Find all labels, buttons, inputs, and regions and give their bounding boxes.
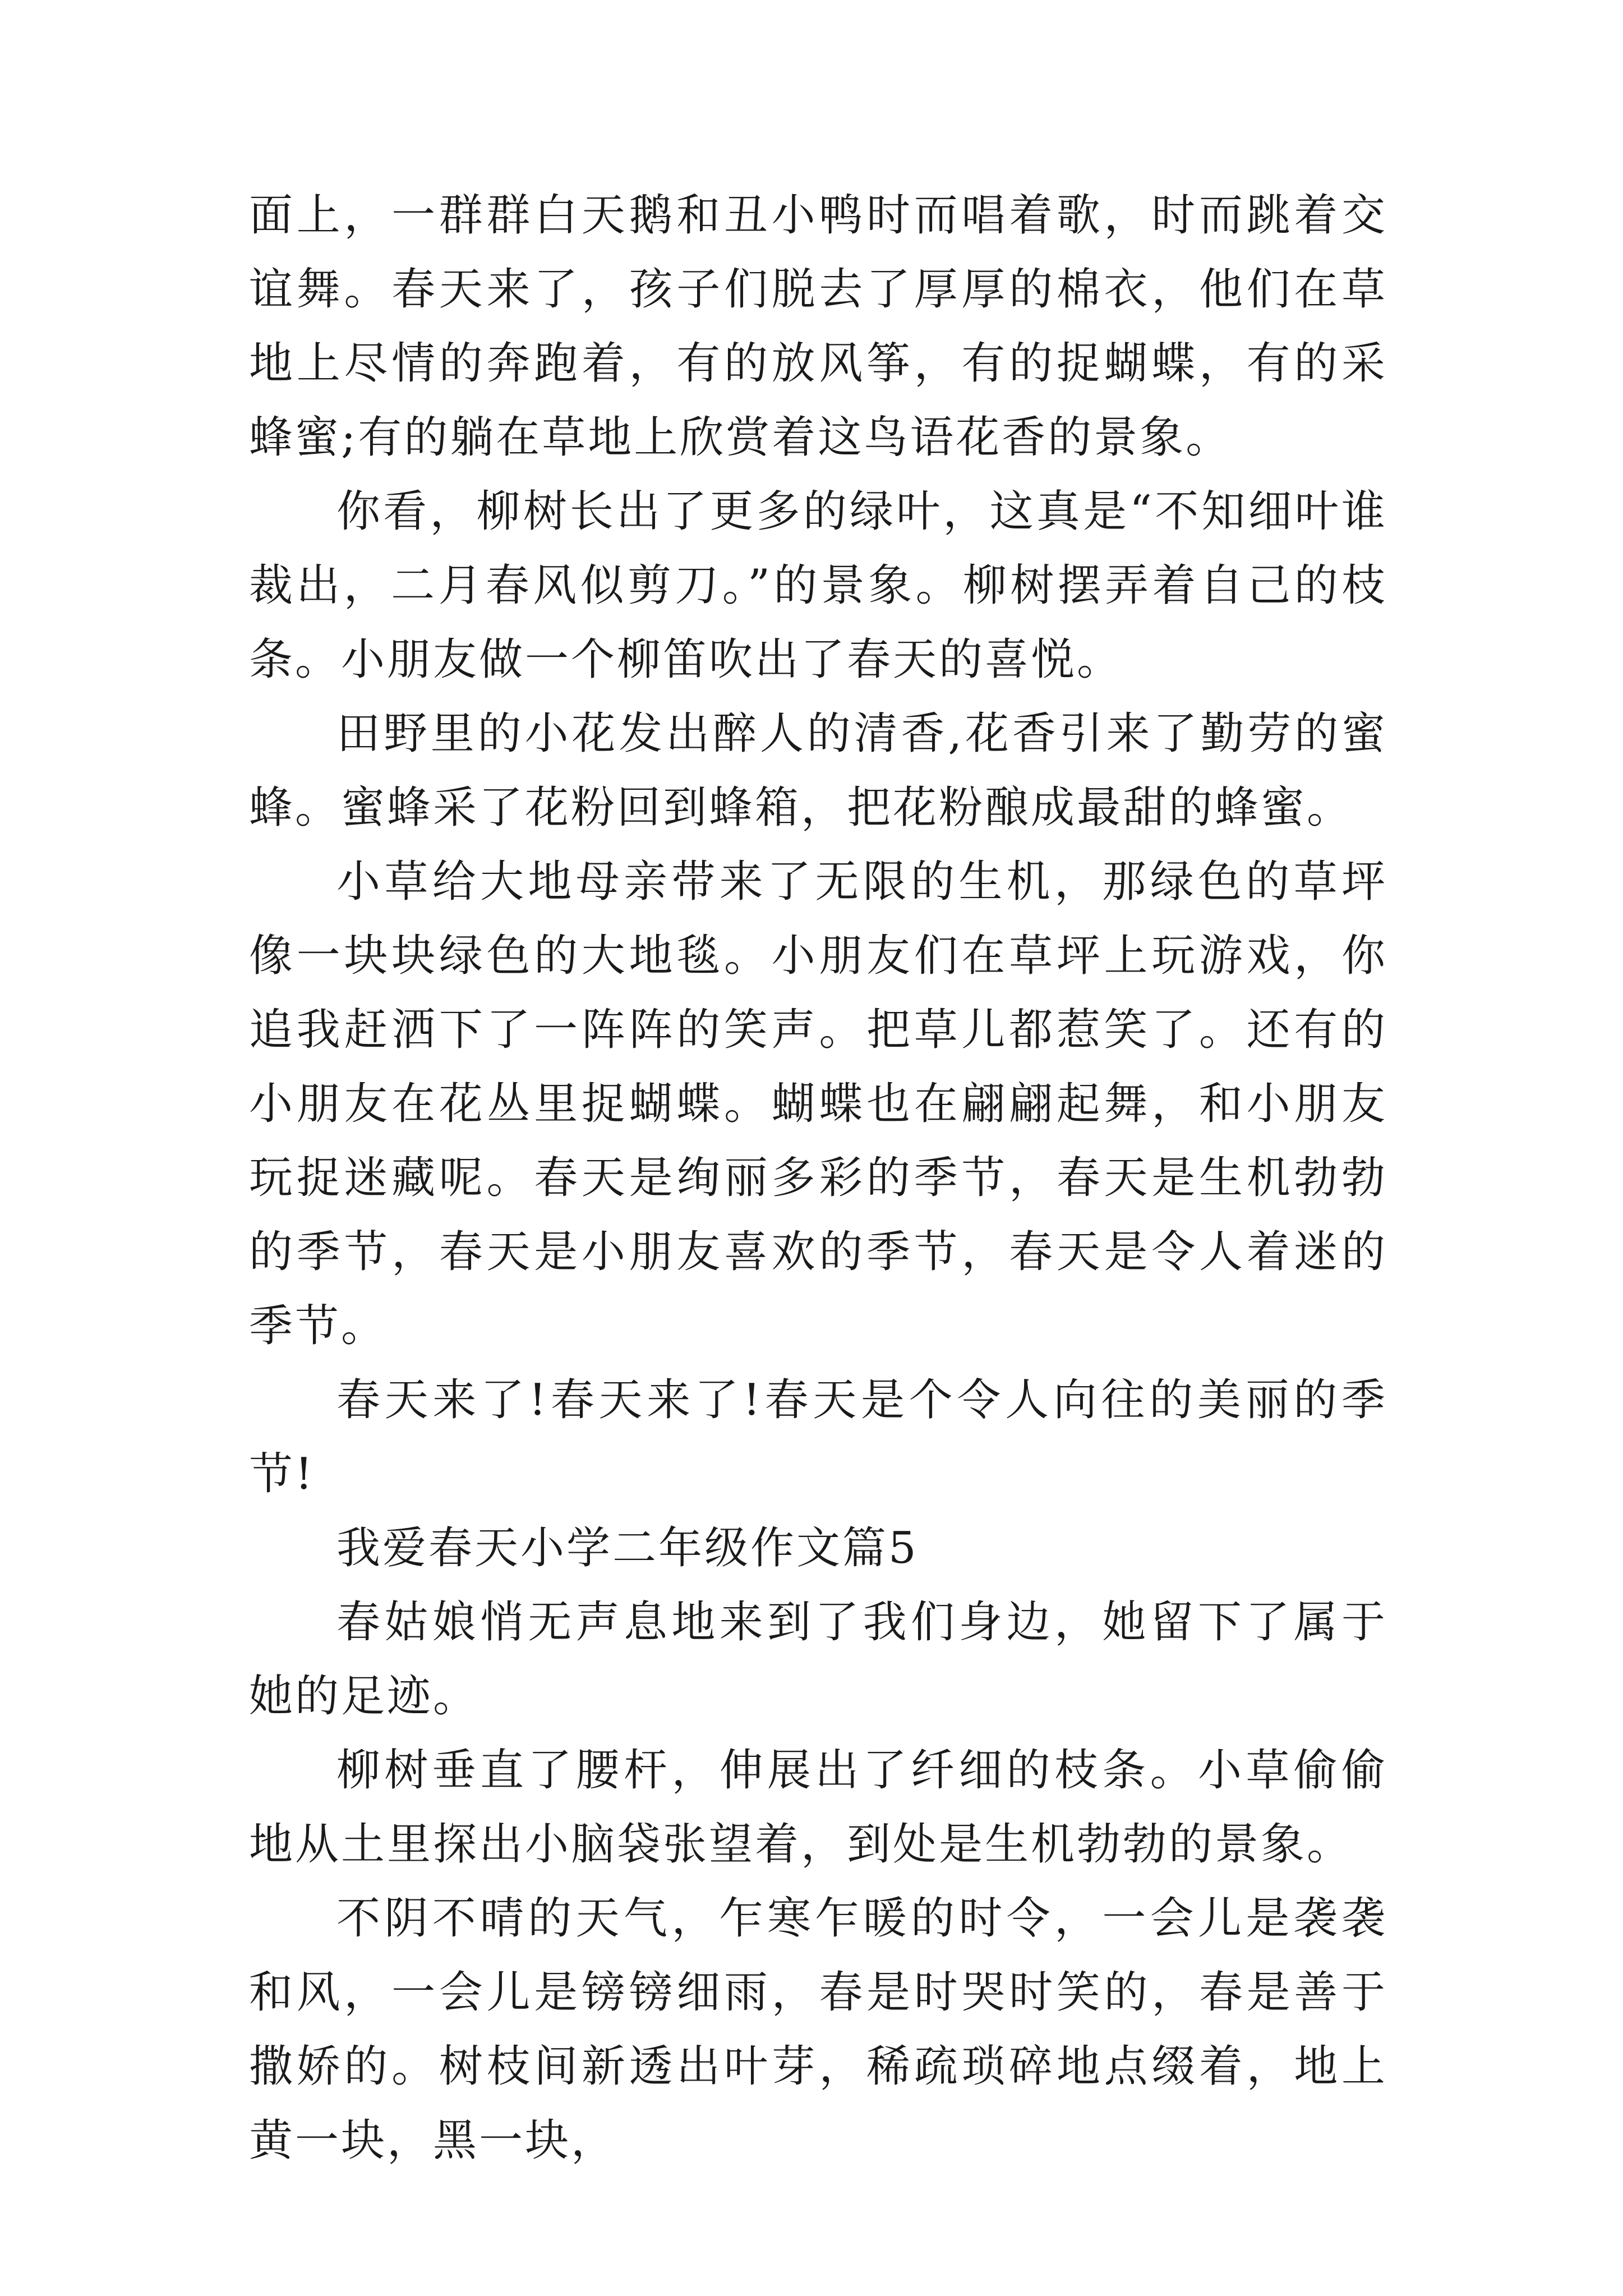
paragraph: 小草给大地母亲带来了无限的生机，那绿色的草坪像一块块绿色的大地毯。小朋友们在草坪上玩游戏，你追我赶洒下了一阵阵的笑声。把草儿都惹笑了。还有的小朋友在花丛里捉蝴蝶。蝴蝶也在翩翩起舞，和小朋友玩捉迷藏呢。春天是绚丽多彩的季节，春天是生机勃勃的季节，春天是小朋友喜欢的季节，春天是令人着迷的季节。 <box>249 857 1387 1351</box>
paragraph: 不阴不晴的天气，乍寒乍暖的时令，一会儿是袭袭和风，一会儿是镑镑细雨，春是时哭时笑的，春是善于撒娇的。树枝间新透出叶芽，稀疏琐碎地点缀着，地上黄一块，黑一块， <box>249 1893 1387 2166</box>
paragraph: 田野里的小花发出醉人的清香,花香引来了勤劳的蜜蜂。蜜蜂采了花粉回到蜂箱，把花粉酿成最甜的蜂蜜。 <box>249 708 1387 833</box>
paragraph: 春天来了!春天来了!春天是个令人向往的美丽的季节! <box>249 1375 1387 1499</box>
section-heading: 我爱春天小学二年级作文篇5 <box>336 1523 919 1573</box>
paragraph: 面上，一群群白天鹅和丑小鸭时而唱着歌，时而跳着交谊舞。春天来了，孩子们脱去了厚厚的棉衣，他们在草地上尽情的奔跑着，有的放风筝，有的捉蝴蝶，有的采蜂蜜;有的躺在草地上欣赏着这鸟语花香的景象。 <box>249 190 1387 463</box>
paragraph: 柳树垂直了腰杆，伸展出了纤细的枝条。小草偷偷地从土里探出小脑袋张望着，到处是生机勃勃的景象。 <box>249 1745 1387 1870</box>
paragraph: 你看，柳树长出了更多的绿叶，这真是“不知细叶谁裁出，二月春风似剪刀。”的景象。柳树摆弄着自己的枝条。小朋友做一个柳笛吹出了春天的喜悦。 <box>249 486 1387 685</box>
body-text <box>249 178 1387 2178</box>
paragraph: 春姑娘悄无声息地来到了我们身边，她留下了属于她的足迹。 <box>249 1597 1387 1722</box>
